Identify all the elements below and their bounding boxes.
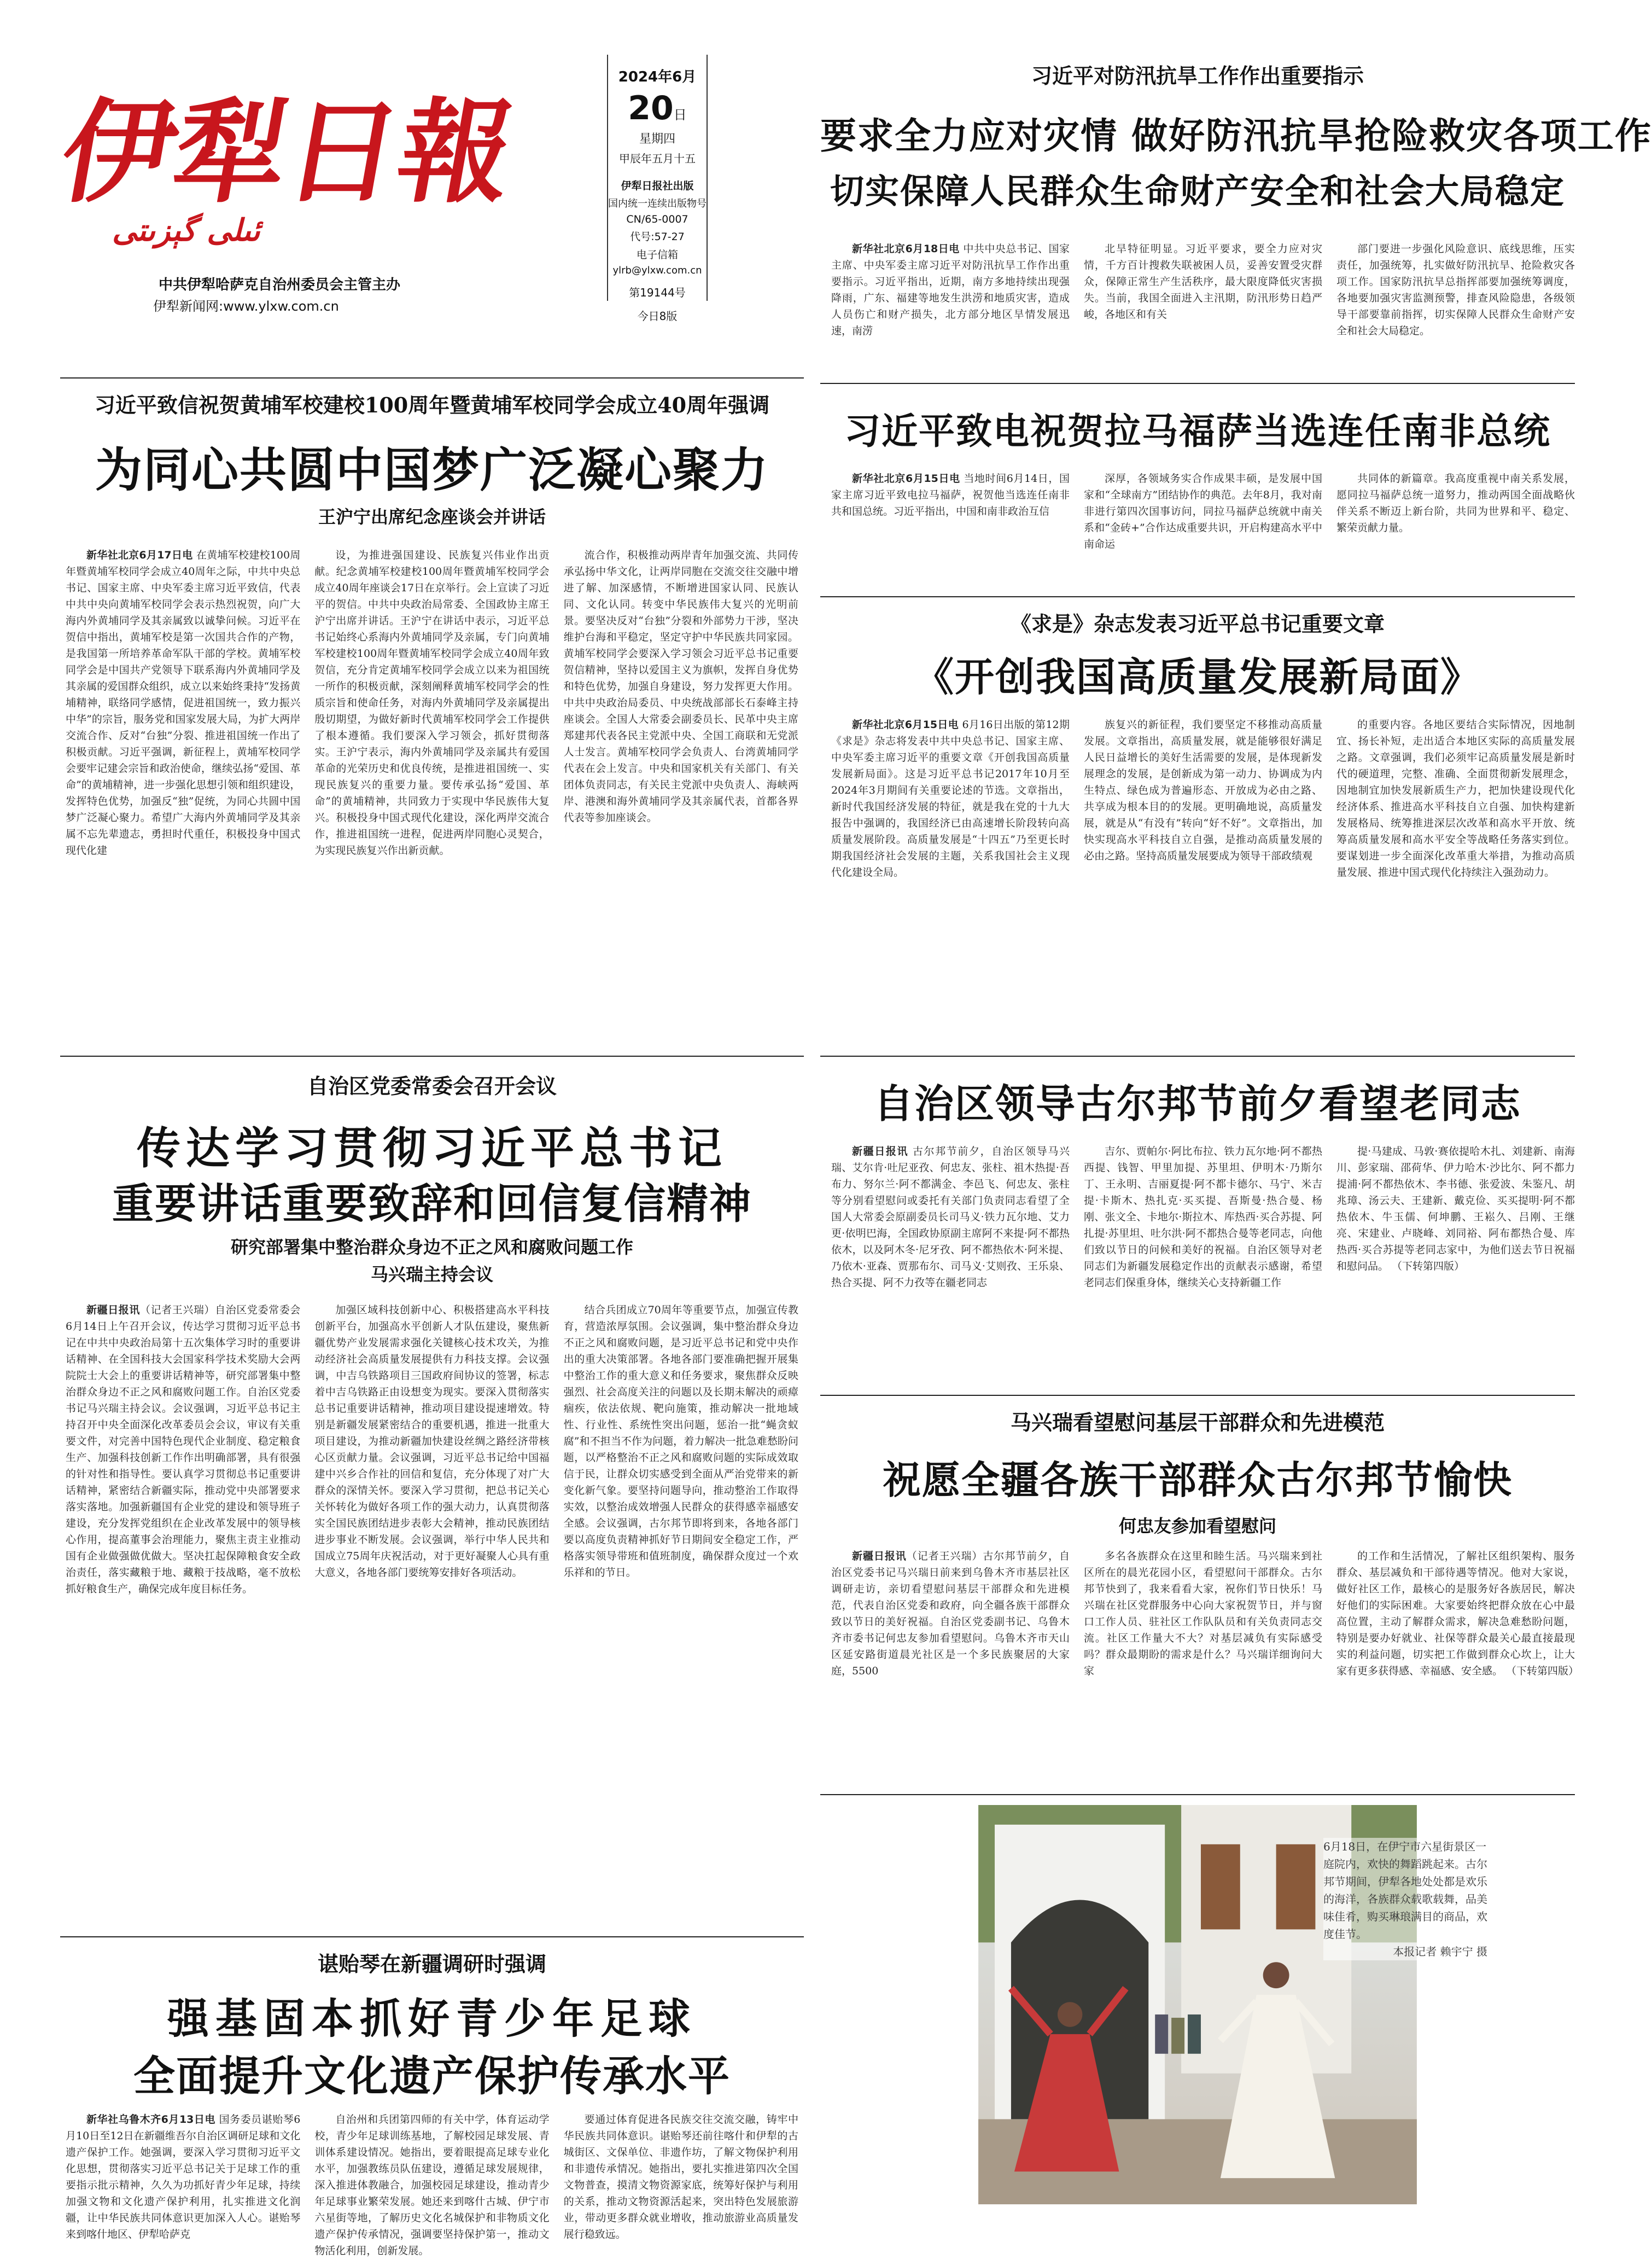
body-columns: [66, 547, 798, 1039]
divider: [60, 1936, 804, 1937]
column-text: 多名各族群众在这里和睦生活。马兴瑞来到社区所在的晨光花园小区，看望慰问干部群众。古尔邦节快到了，我来看看大家，祝你们节日快乐！马兴瑞在社区党群服务中心向大家祝贺节日，并与窗口工作人员、驻社区工作队队员和有关负责同志交流。社区工作量大不大？对基层减负有实际感受吗？群众最期盼的需求是什么？马兴瑞详细询问大家: [1084, 1550, 1322, 1677]
column-text: 国务委员谌贻琴6月10日至12日在新疆维吾尔自治区调研足球和文化遗产保护工作。她强调，要深入学习贯彻习近平文化思想，贯彻落实习近平总书记关于足球工作的重要指示批示精神，久久为功抓好青少年足球，持续加强文物和文化遗产保护利用，扎实推进文化润疆，让中华民族共同体意识更加深入人心。谌贻琴来到喀什地区、伊犁哈萨克: [66, 2114, 301, 2240]
column: [831, 717, 1070, 1050]
column-text: （记者王兴瑞）古尔邦节前夕，自治区党委书记马兴瑞日前来到乌鲁木齐市基层社区调研走访，亲切看望慰问基层干部群众和先进模范，代表自治区党委和政府，向全疆各族干部群众致以节日的美好祝福。自治区党委副书记、乌鲁木齐市委书记何忠友参加看望慰问。乌鲁木齐市天山区延安路街道晨光社区是一个多民族聚居的大家庭，5500: [831, 1550, 1070, 1677]
column-text: 自治州和兵团第四师的有关中学，体育运动学校，青少年足球训练基地，了解校园足球发展、青训体系建设情况。她指出，要着眼提高足球专业化水平，加强教练员队伍建设，遵循足球发展规律，深入推进体教融合，加强校园足球建设，推动青少年足球事业繁荣发展。她还来到喀什古城、伊宁市六星街等地，了解历史文化名城保护和非物质文化遗产保护传承情况，强调要坚持保护第一，推动文物活化利用，创新发展。: [314, 2114, 550, 2257]
column: [1336, 470, 1575, 552]
column: [1336, 241, 1575, 370]
column: [1336, 1143, 1575, 1373]
column: [831, 1548, 1070, 1778]
column-text: 部门要进一步强化风险意识、底线思维，压实责任，加强统筹，扎实做好防汛抗旱、抢险救灾各项工作。国家防汛抗旱总指挥部要加强统筹调度，各地要加强灾害监测预警，排查风险隐患，各级领导干部要靠前指挥，切实保障人民群众生命财产安全和社会大局稳定。: [1336, 243, 1575, 337]
divider: [820, 1395, 1575, 1396]
column: [1084, 1548, 1322, 1778]
column: [1084, 717, 1322, 1050]
cn-number: CN/65-0007: [626, 213, 688, 225]
column-text: 设，为推进强国建设、民族复兴伟业作出贡献。纪念黄埔军校建校100周年暨黄埔军校同学会成立40周年座谈会17日在京举行。会上宣读了习近平的贺信。中共中央政治局常委、全国政协主席王沪宁出席并讲话。王沪宁在讲话中表示，习近平总书记始终心系海内外黄埔同学及亲属，专门向黄埔军校建校100周年暨黄埔军校同学会成立40周年致贺信，充分肯定黄埔军校同学会成立以来为祖国统一所作的积极贡献，深刻阐释黄埔军校同学会的性质宗旨和使命任务，对海内外黄埔同学及亲属提出殷切期望，为做好新时代黄埔军校同学会工作提供了根本遵循。我们要深入学习领会，抓好贯彻落实。王沪宁表示，海内外黄埔同学及亲属共有爱国革命的光荣历史和优良传统，是推进祖国统一、实现民族复兴的重要力量。要传承弘扬“爱国、革命”的黄埔精神，共同致力于实现中华民族伟大复兴。积极投身中国式现代化建设，深化两岸交流合作，推进祖国统一进程，促进两岸同胞心灵契合，为实现民族复兴作出新贡献。: [314, 549, 550, 857]
kicker: 习近平致信祝贺黄埔军校建校100周年暨黄埔军校同学会成立40周年强调: [94, 393, 770, 417]
kicker: 谌贻琴在新疆调研时强调: [317, 1952, 546, 1976]
column: [1084, 1143, 1322, 1373]
column: [314, 1302, 549, 1925]
body-columns: [831, 470, 1575, 552]
column-text: 加强区域科技创新中心、积极搭建高水平科技创新平台，加强高水平创新人才队伍建设，聚焦新疆优势产业发展需求强化关键核心技术攻关，为推动经济社会高质量发展提供有力科技支撑。会议强调，中吉乌铁路项目三国政府间协议的签署，标志着中吉乌铁路正由设想变为现实。要深入贯彻落实总书记重要讲话精神，推动项目建设提速增效。特别是新疆发展紧密结合的重要机遇，推进一批重大项目建设，为推动新疆加快建设丝绸之路经济带核心区贡献力量。会议强调，习近平总书记给中国福建中兴乡合作社的回信和复信，充分体现了对广大群众的深情关怀。要深入学习贯彻，把总书记关心关怀转化为做好各项工作的强大动力，认真贯彻落实全国民族团结进步表彰大会精神，推动民族团结进步事业不断发展。会议强调，举行中华人民共和国成立75周年庆祝活动，对于更好凝聚人心具有重大意义，各地各部门要统筹安排好各项活动。: [314, 1304, 550, 1579]
column: [66, 547, 300, 1039]
column: [314, 2111, 550, 2257]
body-columns: [66, 1302, 798, 1925]
headline: 《开创我国高质量发展新局面》: [914, 654, 1481, 700]
post-code: 代号:57-27: [630, 231, 685, 243]
body-columns: [831, 241, 1575, 370]
headline: 为同心共圆中国梦广泛凝心聚力: [95, 443, 769, 498]
subheadline: 王沪宁出席纪念座谈会并讲话: [318, 506, 546, 527]
dateline: 新华社乌鲁木齐6月13日电: [86, 2114, 215, 2126]
body-columns: [66, 2111, 798, 2257]
column: [564, 547, 798, 1039]
weekday: 星期四: [639, 132, 675, 146]
date-block: [607, 55, 708, 323]
newspaper-logo: [51, 77, 523, 248]
divider: [60, 1056, 804, 1057]
body-columns: [831, 1143, 1575, 1373]
divider: [820, 1794, 1575, 1795]
column: [1084, 470, 1322, 552]
caption-text: 6月18日，在伊宁市六星街景区一庭院内，欢快的舞蹈跳起来。古尔邦节期间，伊犁各地处处都是欢乐的海洋，各族群众载歌载舞，品美味佳肴，购买琳琅满目的商品，欢度佳节。: [1323, 1840, 1487, 1941]
column-text: 提·马建成、马敦·赛依提哈木扎、刘建新、南海川、彭家瑞、邵荷华、伊力哈木·沙比尔、阿不都力提浦·阿不都热依木、李书德、张爱波、朱鉴凡、胡兆璋、汤云夫、王建新、戴克俭、买买提明·阿不都热依木、牛玉儒、何坤鹏、王崧久、吕刚、王继亮、宋建业、卢晓峰、刘同裕、阿布都热合曼、库热西·买合苏提等老同志家中，为他们送去节日祝福和慰问品。 （下转第四版）: [1336, 1145, 1575, 1272]
page-count: 今日8版: [637, 310, 678, 323]
column-text: 族复兴的新征程，我们要坚定不移推动高质量发展。文章指出，高质量发展，就是能够很好满足人民日益增长的美好生活需要的发展，是体现新发展理念的发展，是创新成为第一动力、协调成为内生特点、绿色成为普遍形态、开放成为必由之路、共享成为根本目的的发展。更明确地说，高质量发展，就是从“有没有”转向“好不好”。文章指出，加快实现高水平科技自立自强，是推动高质量发展的必由之路。坚持高质量发展要成为领导干部政绩观: [1084, 719, 1322, 862]
body-columns: [831, 1548, 1579, 1778]
email: ylrb@ylxw.com.cn: [612, 265, 702, 276]
photo-credit: 本报记者 赖宇宁 摄: [1393, 1945, 1487, 1958]
email-label: 电子信箱: [636, 249, 678, 261]
column-text: 北旱特征明显。习近平要求，要全力应对灾情，千方百计搜救失联被困人员，妥善安置受灾群众，保障正常生产生活秩序，最大限度降低灾害损失。当前，我国全面进入主汛期，防汛形势日趋严峻，各地区和有关: [1084, 243, 1322, 321]
column-text: 吉尔、贾帕尔·阿比布拉、铁力瓦尔地·阿不都热西提、钱智、甲里加提、苏里坦、伊明木·乃斯尔丁、王永明、吉丽夏提·阿不都卡德尔、马宁、米吉提·卡斯木、热扎克·买买提、吾斯曼·热合曼、杨刚、张文全、卡地尔·斯拉木、库热西·买合苏提、阿扎提·苏里坦、吐尔洪·阿不都热合曼等老同志，向他们致以节日的问候和美好的祝福。自治区领导对老同志们为新疆发展稳定作出的贡献表示感谢，希望老同志们保重身体，继续关心支持新疆工作: [1084, 1145, 1322, 1289]
column: [1336, 1548, 1579, 1778]
column: [1084, 241, 1322, 370]
column-text: 6月16日出版的第12期《求是》杂志将发表中共中央总书记、国家主席、中央军委主席习近平的重要文章《开创我国高质量发展新局面》。这是习近平总书记2017年10月至2024年3月期间有关重要论述的节选。文章指出，新时代我国经济发展的特征，就是我在党的十九大报告中强调的，我国经济已由高速增长阶段转向高质量发展阶段。高质量发展是“十四五”乃至更长时期我国经济社会发展的主题，关系我国社会主义现代化建设全局。: [831, 719, 1070, 878]
dateline: 新疆日报讯: [852, 1550, 907, 1562]
dateline: 新华社北京6月15日电: [852, 473, 960, 485]
column-text: 流合作，积极推动两岸青年加强交流、共同传承弘扬中华文化，让两岸同胞在交流交往交融中增进了解、加深感情，不断增进国家认同、民族认同、文化认同。转变中华民族伟大复兴的光明前景。要坚决反对“台独”分裂和外部势力干涉，坚决维护台海和平稳定，坚定守护中华民族共同家园。黄埔军校同学会要深入学习领会习近平总书记重要贺信精神，坚持以爱国主义为旗帜，发挥自身优势和特色优势，加强自身建设，努力发挥更大作用。中共中央政治局委员、中央统战部部长石泰峰主持座谈会。全国人大常委会副委员长、民革中央主席郑建邦代表各民主党派中央、全国工商联和无党派人士发言。黄埔军校同学会负责人、台湾黄埔同学代表在会上发言。中央和国家机关有关部门、有关团体负责同志，有关民主党派中央负责人、海峡两岸、港澳和海外黄埔同学及其亲属代表，首都各界代表等参加座谈会。: [563, 549, 798, 824]
day-value: 20: [628, 89, 674, 127]
day-suffix: 日: [673, 107, 687, 123]
website-line: 伊犁新闻网:www.ylxw.com.cn: [153, 299, 339, 314]
year-month: 2024年6月: [618, 69, 697, 85]
dateline: 新华社北京6月18日电: [852, 243, 960, 255]
svg-text:伊犁日報: 伊犁日報: [51, 86, 523, 218]
sponsor-line: 中共伊犁哈萨克自治州委员会主管主办: [159, 277, 401, 293]
kicker: 马兴瑞看望慰问基层干部群众和先进模范: [1010, 1410, 1385, 1435]
headline: 习近平致电祝贺拉马福萨当选连任南非总统: [844, 410, 1551, 452]
subheadline-2: 马兴瑞主持会议: [370, 1264, 493, 1285]
headline-2: 重要讲话重要致辞和回信复信精神: [112, 1179, 752, 1228]
issn-label: 国内统一连续出版物号: [608, 198, 707, 209]
subheadline-1: 研究部署集中整治群众身边不正之风和腐败问题工作: [230, 1237, 633, 1257]
dateline: 新疆日报讯: [86, 1304, 140, 1316]
column: [831, 1143, 1070, 1373]
column: [314, 547, 549, 1039]
column-text: 共同体的新篇章。我高度重视中南关系发展，愿同拉马福萨总统一道努力，推动两国全面战略伙伴关系不断迈上新台阶，共同为世界和平、稳定、繁荣贡献力量。: [1336, 473, 1575, 534]
subheadline: 何忠友参加看望慰问: [1118, 1516, 1276, 1536]
column: [831, 470, 1070, 552]
column-text: 中共中央总书记、国家主席、中央军委主席习近平对防汛抗旱工作作出重要指示。习近平指出，近期，南方多地持续出现强降雨，广东、福建等地发生洪涝和地质灾害，造成人员伤亡和财产损失，北方部分地区旱情发展迅速，南涝: [831, 243, 1070, 337]
dateline: 新疆日报讯: [852, 1145, 909, 1157]
headline-1: 强基固本抓好青少年足球: [167, 1994, 697, 2043]
headline: 祝愿全疆各族干部群众古尔邦节愉快: [883, 1458, 1513, 1503]
dateline: 新华社北京6月15日电: [852, 719, 959, 731]
svg-text:ئىلى گېزىتى: ئىلى گېزىتى: [112, 213, 260, 248]
kicker: 习近平对防汛抗旱工作作出重要指示: [1031, 63, 1364, 88]
kicker: 自治区党委常委会召开会议: [307, 1074, 557, 1098]
lunar-date: 甲辰年五月十五: [619, 152, 696, 165]
column: [1336, 717, 1575, 1050]
column: [563, 2111, 798, 2240]
dateline: 新华社北京6月17日电: [86, 549, 193, 561]
column: [564, 1302, 798, 1925]
column-text: 当地时间6月14日，国家主席习近平致电拉马福萨，祝贺他当选连任南非共和国总统。习近平指出，中国和南非政治互信: [831, 473, 1070, 517]
publisher: 伊犁日报社出版: [621, 180, 694, 192]
headline-2: 全面提升文化遗产保护传承水平: [133, 2052, 731, 2100]
column: [66, 2111, 301, 2240]
column-text: 的重要内容。各地区要结合实际情况，因地制宜、扬长补短，走出适合本地区实际的高质量发展之路。文章强调，我们必须牢记高质量发展是新时代的硬道理，完整、准确、全面贯彻新发展理念，因地制宜加快发展新质生产力，把加快建设现代化经济体系、推进高水平科技自立自强、加快构建新发展格局、统筹推进深层次改革和高水平开放、统筹高质量发展和高水平安全等战略任务落实到位。要谋划进一步全面深化改革重大举措，为推动高质量发展、推进中国式现代化持续注入强劲动力。: [1336, 719, 1575, 878]
column-text: 要通过体育促进各民族交往交流交融，铸牢中华民族共同体意识。谌贻琴还前往喀什和伊犁的古城街区、文保单位、非遗作坊，了解文物保护利用和非遗传承情况。她指出，要扎实推进第四次全国文物普查，摸清文物资源家底，统筹好保护与利用的关系，推动文物资源活起来，突出特色发展旅游业，带动更多群众就业增收，推动旅游业高质量发展行稳致远。: [563, 2114, 798, 2240]
headline-2: 切实保障人民群众生命财产安全和社会大局稳定: [830, 171, 1565, 211]
issue-number: 第19144号: [629, 286, 686, 299]
body-columns: [831, 717, 1575, 1050]
photo-caption: [1323, 1838, 1487, 1960]
column: [831, 241, 1070, 370]
headline-1: 传达学习贯彻习近平总书记: [137, 1123, 727, 1174]
divider: [820, 1056, 1575, 1057]
headline: 自治区领导古尔邦节前夕看望老同志: [873, 1081, 1521, 1127]
divider: [820, 383, 1575, 384]
headline-1: 要求全力应对灾情 做好防汛抗旱抢险救灾各项工作: [820, 115, 1652, 157]
kicker: 《求是》杂志发表习近平总书记重要文章: [1010, 612, 1385, 636]
day-number: [608, 89, 707, 127]
column-text: 的工作和生活情况，了解社区组织架构、服务群众、基层减负和干部待遇等情况。他对大家说，做好社区工作，最核心的是服务好各族居民，解决好他们的实际困难。大家要始终把群众放在心中最高位置，主动了解群众需求，解决急难愁盼问题，特别是要办好就业、社保等群众最关心最直接最现实的利益问题，切实把工作做到群众心坎上，让大家有更多获得感、幸福感、安全感。 （下转第四版）: [1336, 1550, 1579, 1677]
column-text: 深厚，各领域务实合作成果丰硕，是发展中国家和“全球南方”团结协作的典范。去年8月，我对南非进行第四次国事访问，同拉马福萨总统就中南关系和“金砖+”合作达成重要共识，开启构建高水平中南命运: [1084, 473, 1322, 550]
column: [66, 1302, 300, 1925]
divider: [60, 377, 804, 379]
divider: [820, 596, 1575, 597]
column-text: 结合兵团成立70周年等重要节点，加强宣传教育，营造浓厚氛围。会议强调，集中整治群众身边不正之风和腐败问题，是习近平总书记和党中央作出的重大决策部署。各地各部门要准确把握开展集中整治工作的重大意义和任务要求，聚焦群众反映强烈、社会高度关注的问题以及长期未解决的顽瘴痼疾，依法依规、靶向施策，推动解决一批地域性、行业性、系统性突出问题，惩治一批“蝇贪蚁腐”和不担当不作为问题，着力解决一批急难愁盼问题，以严格整治不正之风和腐败问题的实际成效取信于民，让群众切实感受到全面从严治党带来的新变化新气象。要坚持问题导向，推动整治工作取得实效，以整治成效增强人民群众的获得感幸福感安全感。会议强调，古尔邦节即将到来，各地各部门要以高度负责精神抓好节日期间安全稳定工作，严格落实领导带班和值班制度，确保群众度过一个欢乐祥和的节日。: [563, 1304, 798, 1579]
column-text: （记者王兴瑞）自治区党委常委会6月14日上午召开会议，传达学习贯彻习近平总书记在中共中央政治局第十五次集体学习时的重要讲话精神、在全国科技大会国家科学技术奖励大会两院院士大会上的重要讲话精神等，研究部署集中整治群众身边不正之风和腐败问题工作。自治区党委书记马兴瑞主持会议。会议强调，习近平总书记主持召开中央全面深化改革委员会会议，审议有关重要文件，对完善中国特色现代企业制度、稳定粮食生产、加强科技创新工作作出明确部署，具有很强的针对性和指导性。要认真学习贯彻总书记重要讲话精神，紧密结合新疆实际，推动党中央部署要求落实落地。加强新疆国有企业党的建设和领导班子建设，充分发挥党组织在企业改革发展中的领导核心作用，提高董事会治理能力，聚焦主责主业推动国有企业做强做优做大。坚决扛起保障粮食安全政治责任，落实藏粮于地、藏粮于技战略，毫不放松抓好粮食生产，确保完成年度目标任务。: [66, 1304, 301, 1595]
column-text: 古尔邦节前夕，自治区领导马兴瑞、艾尔肯·吐尼亚孜、何忠友、张柱、祖木热提·吾布力、努尔兰·阿不都满金、李邑飞、何忠友、张柱等分别看望慰问或委托有关部门负责同志看望了全国人大常委会原副委员长司马义·铁力瓦尔地、艾力更·依明巴海，全国政协原副主席阿不来提·阿不都热依木，以及阿木冬·尼牙孜、阿不都热依木·阿米提、乃依木·亚森、贾那布尔、司马义·艾则孜、王乐泉、热合买提、阿不力孜等在疆老同志: [831, 1145, 1070, 1289]
column-text: 在黄埔军校建校100周年暨黄埔军校同学会成立40周年之际，中共中央总书记、国家主席、中央军委主席习近平致信，代表中共中央向黄埔军校同学会表示热烈祝贺，向广大海内外黄埔同学及其亲属致以诚挚问候。习近平在贺信中指出，黄埔军校是第一次国共合作的产物，是我国第一所培养革命军队干部的学校。黄埔军校同学会是中国共产党领导下联系海内外黄埔同学及其亲属的爱国群众组织，成立以来始终秉持“发扬黄埔精神，联络同学感情，促进祖国统一，致力振兴中华”的宗旨，服务党和国家发展大局，为扩大两岸交流合作、反对“台独”分裂、推进祖国统一作出了积极贡献。习近平强调，新征程上，黄埔军校同学会要牢记建会宗旨和政治使命，继续弘扬“爱国、革命”的黄埔精神，进一步强化思想引领和组织建设，发挥特色优势，加强反“独”促统，为同心共圆中国梦广泛凝心聚力。希望广大海内外黄埔同学及其亲属不忘先辈遗志，勇担时代重任，积极投身中国式现代化建: [66, 549, 301, 857]
